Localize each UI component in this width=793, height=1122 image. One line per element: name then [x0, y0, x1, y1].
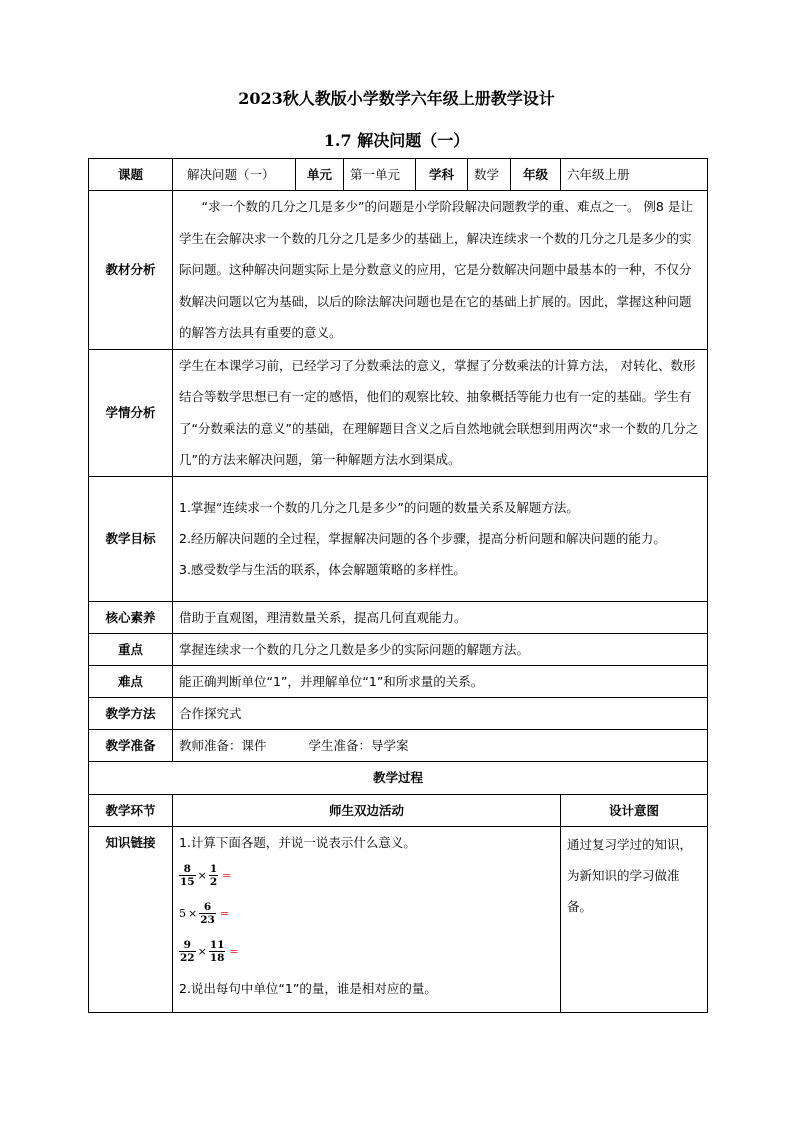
objectives-row [89, 476, 708, 601]
col-stage-header: 教学环节 [89, 794, 173, 826]
core-literacy-row [89, 601, 708, 633]
textbook-analysis-text: “求一个数的几分之几是多少”的问题是小学阶段解决问题教学的重、难点之一。 例8 是让学生在会解决求一个数的几分之几是多少的基础上，解决连续求一个数的几分之几是多少的实际问题。这种解决问题实际上是分数意义的应用，它是分数解决问题中最基本的一种，不仅分数解决问题以它为基础，以后的除法解决问题也是在它的基础上扩展的。因此，掌握这种问题的解答方法具有重要的意义。 [179, 199, 693, 340]
objective-item: 1.掌握“连续求一个数的几分之几是多少”的问题的数量关系及解题方法。 [179, 500, 579, 515]
objective-item: 2.经历解决问题的全过程，掌握解决问题的各个步骤，提高分析问题和解决问题的能力。 [179, 531, 666, 546]
subject-value: 数学 [468, 159, 511, 191]
unit-label: 单元 [296, 159, 344, 191]
multiply-sign: × [188, 906, 198, 920]
objective-item: 3.感受数学与生活的联系，体会解题策略的多样性。 [179, 562, 466, 577]
multiply-sign: × [197, 868, 207, 882]
fraction: $\frac{9}{22}$ [180, 939, 195, 964]
process-header-row [89, 794, 708, 826]
objectives-label: 教学目标 [89, 476, 173, 601]
lesson-title: 1.7 解决问题（一） [323, 131, 470, 150]
subject-label: 学科 [416, 159, 468, 191]
difficulty-row [89, 665, 708, 697]
fraction: $\frac{11}{18}$ [209, 939, 225, 964]
grade-label: 年级 [511, 159, 561, 191]
grade-value: 六年级上册 [561, 159, 708, 191]
core-literacy-text: 借助于直观图，理清数量关系，提高几何直观能力。 [173, 601, 708, 633]
equals-sign: = [222, 868, 232, 882]
unit-value: 第一单元 [344, 159, 416, 191]
task-1-text: 1.计算下面各题，并说一说表示什么意义。 [179, 834, 416, 850]
multiply-sign: × [197, 944, 207, 958]
col-intent-header: 设计意图 [561, 794, 708, 826]
topic-label: 课题 [89, 159, 173, 191]
textbook-analysis-row [89, 191, 708, 350]
process-title-row [89, 761, 708, 794]
student-analysis-text: 学生在本课学习前，已经学习了分数乘法的意义，掌握了分数乘法的计算方法， 对转化、数形结合等数学思想已有一定的感悟，他们的观察比较、抽象概括等能力也有一定的基础。学生有了“分数乘法的意义”的基础，在理解题目含义之后自然地就会联想到用两次“求一个数的几分之几”的方法来解决问题，第一种解题方法水到渠成。 [179, 357, 699, 467]
difficulty-label: 难点 [89, 665, 173, 697]
textbook-analysis-label: 教材分析 [89, 191, 173, 350]
key-point-text: 掌握连续求一个数的几分之几数是多少的实际问题的解题方法。 [173, 633, 708, 665]
knowledge-link-row [89, 826, 708, 1012]
expression-3 [179, 933, 554, 971]
student-preparation: 学生准备：导学案 [308, 737, 409, 753]
lesson-plan-table [88, 158, 708, 1013]
preparation-row [89, 729, 708, 761]
student-analysis-label: 学情分析 [89, 349, 173, 476]
fraction: $\frac{8}{15}$ [180, 863, 195, 888]
method-label: 教学方法 [89, 697, 173, 729]
fraction: $\frac{6}{23}$ [200, 901, 215, 926]
method-text: 合作探究式 [173, 697, 708, 729]
fraction: $\frac{1}{2}$ [209, 863, 218, 888]
student-analysis-row [89, 349, 708, 476]
teacher-preparation: 教师准备：课件 [179, 737, 267, 753]
expression-1 [179, 857, 554, 895]
design-intent-text: 通过复习学过的知识，为新知识的学习做准备。 [567, 836, 693, 914]
header-row [89, 159, 708, 191]
key-point-label: 重点 [89, 633, 173, 665]
col-activity-header: 师生双边活动 [173, 794, 561, 826]
document-title: 2023秋人教版小学数学六年级上册教学设计 [238, 89, 555, 108]
key-point-row [89, 633, 708, 665]
difficulty-text: 能正确判断单位“1”，并理解单位“1”和所求量的关系。 [173, 665, 708, 697]
whole-number: 5 [179, 906, 186, 920]
core-literacy-label: 核心素养 [89, 601, 173, 633]
knowledge-link-label: 知识链接 [89, 826, 173, 1012]
process-title: 教学过程 [89, 761, 708, 794]
method-row [89, 697, 708, 729]
task-2-text: 2.说出每句中单位“1”的量，谁是相对应的量。 [179, 980, 437, 996]
topic-value: 解决问题（一） [173, 159, 296, 191]
preparation-label: 教学准备 [89, 729, 173, 761]
expression-2 [179, 895, 554, 933]
equals-sign: = [219, 906, 230, 920]
equals-sign: = [229, 944, 239, 958]
